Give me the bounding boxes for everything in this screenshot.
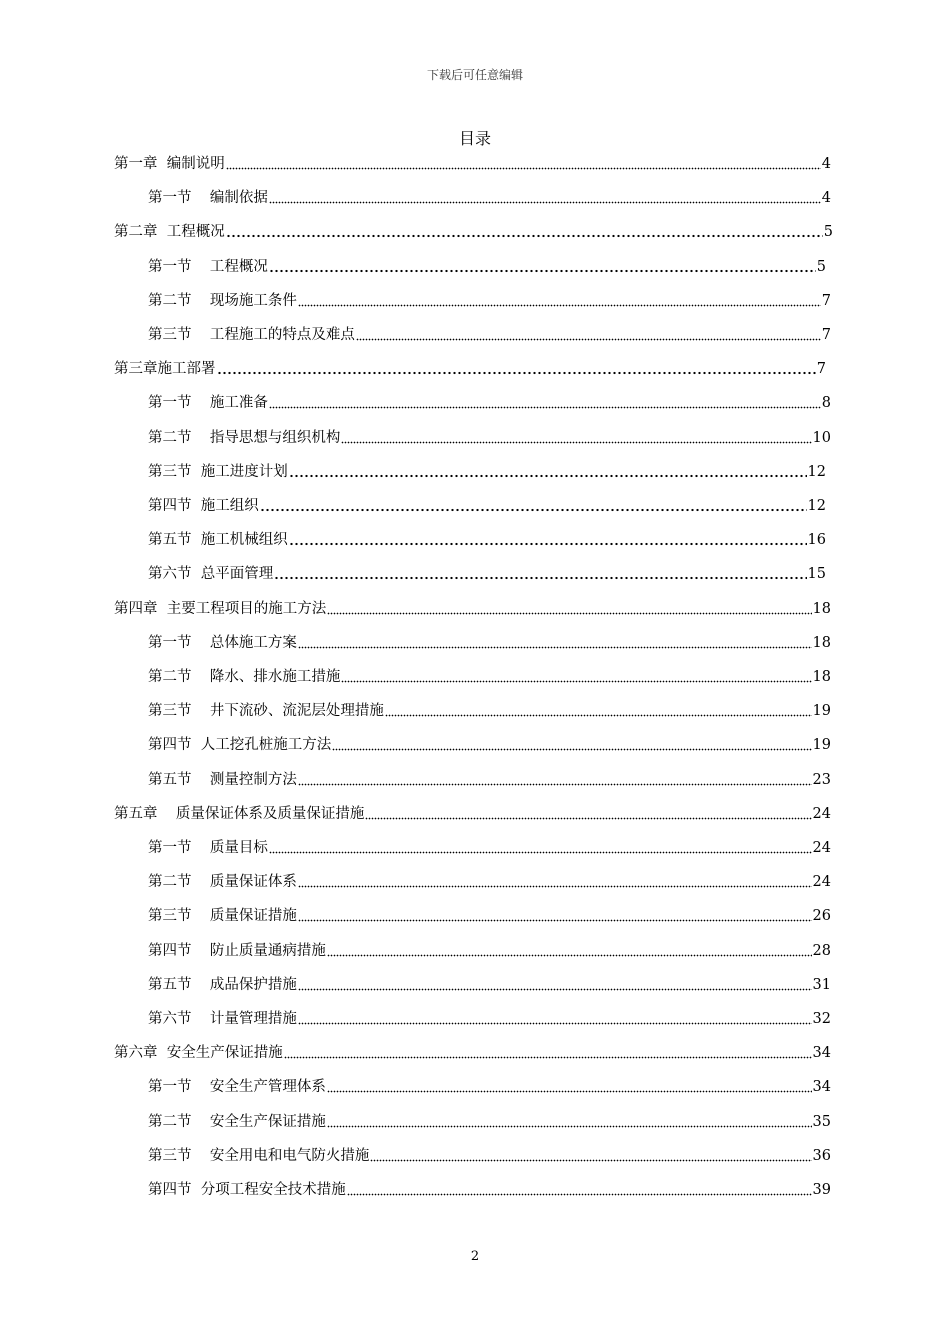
toc-entry-page: 15 bbox=[807, 566, 826, 582]
toc-entry-label: 第三节 质量保证措施 bbox=[148, 908, 297, 924]
toc-dot-leader bbox=[226, 222, 823, 238]
toc-entry-page: 18 bbox=[812, 669, 831, 685]
toc-dot-leader bbox=[298, 633, 812, 649]
toc-entry-page: 34 bbox=[812, 1079, 831, 1095]
toc-dot-leader bbox=[269, 393, 821, 409]
toc-entry-page: 32 bbox=[812, 1011, 831, 1027]
toc-title: 目录 bbox=[458, 129, 491, 148]
toc-entry-label: 第一节 安全生产管理体系 bbox=[148, 1079, 326, 1095]
toc-entry[interactable] bbox=[148, 524, 826, 550]
toc-entry[interactable] bbox=[114, 216, 833, 242]
toc-dot-leader bbox=[327, 599, 811, 615]
toc-dot-leader bbox=[370, 1146, 811, 1162]
page-header: 下载后可任意编辑 bbox=[426, 68, 523, 82]
toc-entry[interactable] bbox=[114, 148, 831, 174]
toc-dot-leader bbox=[347, 1180, 812, 1196]
toc-entry-label: 第一节 质量目标 bbox=[148, 840, 268, 856]
toc-dot-leader bbox=[269, 188, 821, 204]
toc-entry-page: 7 bbox=[821, 327, 831, 343]
toc-entry-page: 24 bbox=[812, 840, 831, 856]
toc-entry-label: 第三节 安全用电和电气防火措施 bbox=[148, 1148, 370, 1164]
toc-dot-leader bbox=[284, 1043, 812, 1059]
toc-entry[interactable] bbox=[148, 387, 831, 413]
toc-entry-page: 24 bbox=[812, 806, 831, 822]
toc-entry-page: 10 bbox=[812, 430, 831, 446]
toc-dot-leader bbox=[385, 701, 812, 717]
toc-dot-leader bbox=[274, 564, 806, 580]
toc-entry-label: 第四节 分项工程安全技术措施 bbox=[148, 1182, 346, 1198]
toc-entry-page: 31 bbox=[812, 977, 831, 993]
toc-dot-leader bbox=[298, 291, 821, 307]
toc-entry-label: 第四章 主要工程项目的施工方法 bbox=[114, 601, 327, 617]
toc-dot-leader bbox=[298, 770, 812, 786]
toc-entry[interactable] bbox=[148, 422, 831, 448]
toc-entry[interactable] bbox=[114, 1037, 831, 1063]
toc-dot-leader bbox=[327, 1077, 812, 1093]
toc-entry[interactable] bbox=[114, 353, 826, 379]
toc-entry-page: 39 bbox=[812, 1182, 831, 1198]
toc-entry[interactable] bbox=[148, 319, 831, 345]
toc-entry-page: 34 bbox=[812, 1045, 831, 1061]
toc-entry-page: 12 bbox=[807, 464, 826, 480]
toc-entry-label: 第六节 总平面管理 bbox=[148, 566, 274, 582]
toc-entry-page: 5 bbox=[823, 224, 833, 240]
toc-dot-leader bbox=[260, 496, 807, 512]
toc-entry-page: 35 bbox=[812, 1114, 831, 1130]
toc-entry-label: 第二节 降水、排水施工措施 bbox=[148, 669, 341, 685]
toc-entry-label: 第六章 安全生产保证措施 bbox=[114, 1045, 283, 1061]
toc-entry-label: 第五节 施工机械组织 bbox=[148, 532, 288, 548]
toc-entry-label: 第一节 编制依据 bbox=[148, 190, 268, 206]
toc-entry-page: 4 bbox=[821, 156, 831, 172]
toc-dot-leader bbox=[341, 667, 811, 683]
toc-entry[interactable] bbox=[148, 729, 831, 755]
toc-dot-leader bbox=[356, 325, 821, 341]
toc-dot-leader bbox=[269, 257, 816, 273]
toc-entry[interactable] bbox=[148, 456, 826, 482]
toc-entry-page: 23 bbox=[812, 772, 831, 788]
toc-entry-label: 第二节 安全生产保证措施 bbox=[148, 1114, 326, 1130]
toc-entry[interactable] bbox=[148, 1071, 831, 1097]
toc-entry-page: 4 bbox=[821, 190, 831, 206]
toc-entry[interactable] bbox=[148, 969, 831, 995]
toc-dot-leader bbox=[298, 1009, 812, 1025]
toc-entry[interactable] bbox=[148, 1140, 831, 1166]
toc-entry[interactable] bbox=[148, 558, 826, 584]
toc-entry[interactable] bbox=[148, 695, 831, 721]
toc-entry[interactable] bbox=[148, 900, 831, 926]
toc-dot-leader bbox=[298, 872, 812, 888]
toc-entry[interactable] bbox=[148, 764, 831, 790]
toc-entry-label: 第六节 计量管理措施 bbox=[148, 1011, 297, 1027]
toc-entry[interactable] bbox=[114, 593, 831, 619]
toc-entry-label: 第二节 质量保证体系 bbox=[148, 874, 297, 890]
toc-entry-label: 第四节 施工组织 bbox=[148, 498, 259, 514]
toc-entry[interactable] bbox=[148, 661, 831, 687]
toc-dot-leader bbox=[298, 975, 812, 991]
toc-entry-page: 24 bbox=[812, 874, 831, 890]
toc-entry[interactable] bbox=[148, 1003, 831, 1029]
toc-entry-page: 18 bbox=[812, 601, 831, 617]
toc-entry-page: 19 bbox=[812, 703, 831, 719]
toc-entry-page: 18 bbox=[812, 635, 831, 651]
toc-entry-page: 16 bbox=[807, 532, 826, 548]
toc-entry-label: 第三节 施工进度计划 bbox=[148, 464, 288, 480]
toc-entry-label: 第五节 成品保护措施 bbox=[148, 977, 297, 993]
toc-entry-page: 12 bbox=[807, 498, 826, 514]
toc-entry-page: 28 bbox=[812, 943, 831, 959]
toc-entry[interactable] bbox=[148, 251, 826, 277]
toc-entry[interactable] bbox=[148, 935, 831, 961]
toc-entry[interactable] bbox=[148, 627, 831, 653]
toc-dot-leader bbox=[269, 838, 812, 854]
toc-entry-label: 第二章 工程概况 bbox=[114, 224, 225, 240]
toc-dot-leader bbox=[332, 735, 811, 751]
toc-entry-label: 第二节 现场施工条件 bbox=[148, 293, 297, 309]
toc-entry[interactable] bbox=[148, 1106, 831, 1132]
toc-entry-page: 7 bbox=[821, 293, 831, 309]
toc-entry[interactable] bbox=[148, 182, 831, 208]
toc-entry-label: 第三节 井下流砂、流泥层处理措施 bbox=[148, 703, 384, 719]
toc-entry-label: 第一节 总体施工方案 bbox=[148, 635, 297, 651]
toc-dot-leader bbox=[289, 462, 807, 478]
toc-entry-page: 8 bbox=[821, 395, 831, 411]
toc-entry-label: 第三节 工程施工的特点及难点 bbox=[148, 327, 355, 343]
toc-dot-leader bbox=[341, 428, 811, 444]
page-number: 2 bbox=[470, 1249, 480, 1264]
toc-dot-leader bbox=[327, 941, 812, 957]
toc-entry[interactable] bbox=[148, 866, 831, 892]
toc-entry[interactable] bbox=[148, 832, 831, 858]
toc-dot-leader bbox=[217, 359, 816, 375]
toc-entry-page: 26 bbox=[812, 908, 831, 924]
toc-entry[interactable] bbox=[148, 490, 826, 516]
toc-entry-page: 7 bbox=[816, 361, 826, 377]
toc-entry-label: 第二节 指导思想与组织机构 bbox=[148, 430, 341, 446]
toc-dot-leader bbox=[365, 804, 811, 820]
toc-entry-label: 第一节 施工准备 bbox=[148, 395, 268, 411]
toc-entry-page: 19 bbox=[812, 737, 831, 753]
toc-entry-label: 第一章 编制说明 bbox=[114, 156, 225, 172]
toc-dot-leader bbox=[289, 530, 807, 546]
toc-dot-leader bbox=[298, 906, 812, 922]
toc-entry[interactable] bbox=[148, 285, 831, 311]
toc-entry-label: 第三章施工部署 bbox=[114, 361, 216, 377]
toc-entry-label: 第五章 质量保证体系及质量保证措施 bbox=[114, 806, 365, 822]
toc-entry-label: 第五节 测量控制方法 bbox=[148, 772, 297, 788]
toc-entry-page: 36 bbox=[812, 1148, 831, 1164]
toc-dot-leader bbox=[327, 1112, 812, 1128]
toc-entry-page: 5 bbox=[816, 259, 826, 275]
toc-entry-label: 第四节 防止质量通病措施 bbox=[148, 943, 326, 959]
toc-dot-leader bbox=[226, 154, 821, 170]
toc-entry[interactable] bbox=[148, 1174, 831, 1200]
toc-entry[interactable] bbox=[114, 798, 831, 824]
toc-entry-label: 第四节 人工挖孔桩施工方法 bbox=[148, 737, 332, 753]
toc-entry-label: 第一节 工程概况 bbox=[148, 259, 268, 275]
